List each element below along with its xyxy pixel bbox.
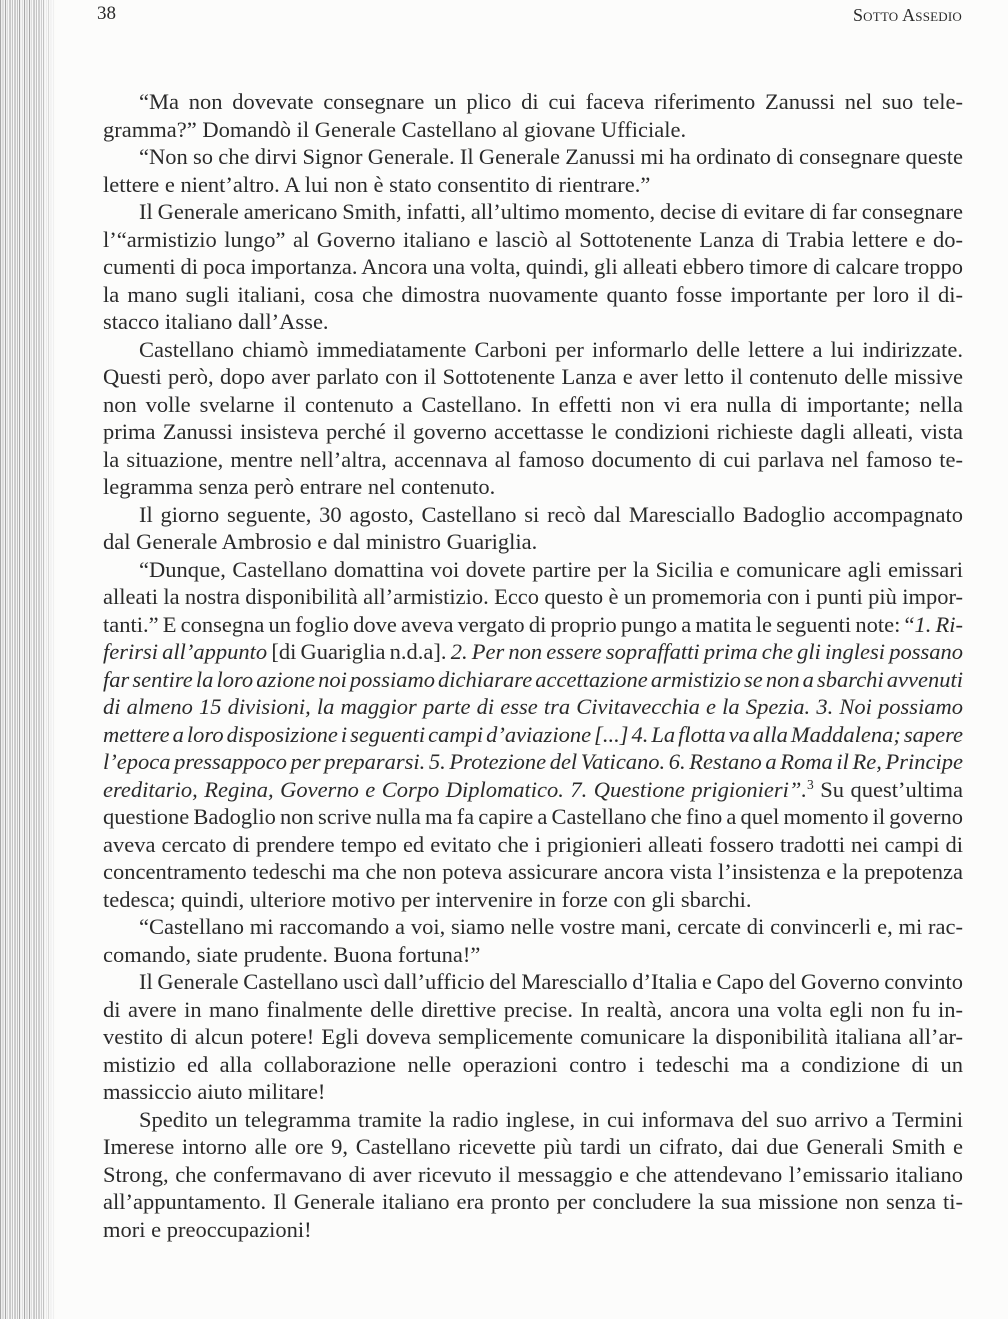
text-line <box>103 1161 963 1189</box>
text-segment: [di Guariglia n.d.a]. <box>267 639 451 664</box>
text-segment: Questi però, dopo aver parlato con il Sottotenente Lanza e aver letto il contenuto delle missive <box>103 364 963 389</box>
body-text <box>103 88 963 1243</box>
text-line <box>103 858 963 886</box>
text-line <box>103 803 963 831</box>
text-segment: mistizio ed alla collaborazione nelle operazioni contro i tedeschi ma a condizione di un <box>103 1051 963 1077</box>
italic-text: ferirsi all’appunto <box>103 639 268 664</box>
text-line <box>103 336 963 364</box>
text-segment: la situazione, mentre nell’altra, accennava al famoso documento di cui parlava nel famoso te- <box>103 446 963 472</box>
text-segment: “Dunque, Castellano domattina voi dovete partire per la Sicilia e comunicare agli emissari <box>139 556 963 582</box>
text-segment: comando, siate prudente. Buona fortuna!” <box>103 941 481 967</box>
text-line <box>103 1188 963 1216</box>
text-segment: massiccio aiuto militare! <box>103 1079 326 1104</box>
page-number: 38 <box>97 3 116 24</box>
text-line <box>103 556 963 584</box>
paragraph <box>103 1106 963 1244</box>
text-segment: alleati la nostra disponibilità all’armistizio. Ecco questo è un promemoria con i punti più impor- <box>103 584 963 609</box>
text-line <box>103 968 963 996</box>
text-line <box>103 308 963 336</box>
text-line <box>103 116 963 144</box>
italic-text: ereditario, Regina, Governo e Corpo Diplomatico. 7. Questione prigionieri”. <box>103 776 808 802</box>
text-line <box>103 748 963 776</box>
text-line <box>103 391 963 419</box>
text-segment: tedesca; quindi, ulteriore motivo per intervenire in forze con gli sbarchi. <box>103 886 752 912</box>
text-line <box>103 501 963 529</box>
text-segment: vestito di alcun potere! Egli doveva semplicemente comunicare la disponibilità italiana all’ar- <box>103 1024 963 1049</box>
italic-text: l’epoca pressappoco per prepararsi. 5. Protezione del Vaticano. 6. Restano a Roma il Re, Principe <box>103 749 963 774</box>
text-line <box>103 418 963 446</box>
text-line <box>103 198 963 226</box>
text-line <box>103 1133 963 1161</box>
text-line <box>103 666 963 694</box>
text-segment: Il giorno seguente, 30 agosto, Castellano si recò dal Maresciallo Badoglio accompagnato <box>139 501 963 527</box>
text-segment: tanti.” E consegna un foglio dove aveva vergato di proprio pungo a matita le seguenti note: “ <box>103 611 915 637</box>
text-segment: “Non so che dirvi Signor Generale. Il Generale Zanussi mi ha ordinato di consegnare queste <box>139 144 963 169</box>
text-line <box>103 226 963 254</box>
text-line <box>103 253 963 281</box>
text-segment: Il Generale Castellano uscì dall’ufficio del Maresciallo d’Italia e Capo del Governo convinto <box>139 969 963 994</box>
text-segment: Spedito un telegramma tramite la radio inglese, in cui informava del suo arrivo a Termini <box>139 1106 963 1132</box>
text-line <box>103 1051 963 1079</box>
italic-text: 2. Per non essere sopraffatti prima che gli inglesi possano <box>450 639 963 664</box>
text-segment: stacco italiano dall’Asse. <box>103 309 329 334</box>
text-line <box>103 1106 963 1134</box>
text-segment: lettere e nient’altro. A lui non è stato consentito di rientrare.” <box>103 171 651 197</box>
text-line <box>103 721 963 749</box>
paragraph <box>103 198 963 336</box>
text-line <box>103 363 963 391</box>
text-line <box>103 693 963 721</box>
italic-text: 1. Ri- <box>914 611 963 637</box>
text-line <box>103 941 963 969</box>
text-line <box>103 473 963 501</box>
binding-gutter <box>0 0 56 1319</box>
text-segment: di avere in mano finalmente delle direttive precise. In realtà, ancora una volta egli non fu in- <box>103 996 963 1022</box>
text-line <box>103 831 963 859</box>
text-line <box>103 1216 963 1244</box>
text-segment: Castellano chiamò immediatamente Carboni per informarlo delle lettere a lui indirizzate. <box>139 336 963 362</box>
text-segment: aveva cercato di prendere tempo ed evitato che i prigionieri alleati fossero tradotti nei campi di <box>103 831 963 857</box>
text-line <box>103 143 963 171</box>
text-line <box>103 171 963 199</box>
text-line <box>103 886 963 914</box>
text-line <box>103 281 963 309</box>
text-line <box>103 1023 963 1051</box>
text-line <box>103 446 963 474</box>
text-line <box>103 638 963 666</box>
text-line <box>103 776 963 804</box>
text-segment: “Ma non dovevate consegnare un plico di cui faceva riferimento Zanussi nel suo tele- <box>139 89 963 114</box>
italic-text: far sentire la loro azione noi possiamo dichiarare accettazione armistizio se non a sbarchi avvenuti <box>103 666 963 692</box>
paragraph <box>103 556 963 914</box>
text-line <box>103 1078 963 1106</box>
text-segment: dal Generale Ambrosio e dal ministro Guariglia. <box>103 529 538 554</box>
text-segment: gramma?” Domandò il Generale Castellano al giovane Ufficiale. <box>103 116 687 142</box>
italic-text: mettere a loro disposizione i seguenti campi d’aviazione [...] 4. La flotta va alla Maddalena; sapere <box>103 721 963 747</box>
italic-text: di almeno 15 divisioni, la maggior parte di esse tra Civitavecchia e la Spezia. 3. Noi possiamo <box>103 694 963 719</box>
paragraph <box>103 913 963 968</box>
paragraph <box>103 336 963 501</box>
text-segment: la mano sugli italiani, cosa che dimostra nuovamente quanto fosse importante per loro il di- <box>103 281 963 307</box>
text-segment: questione Badoglio non scrive nulla ma fa capire a Castellano che fino a quel momento il governo <box>103 804 963 829</box>
text-segment: l’“armistizio lungo” al Governo italiano e lasciò al Sottotenente Lanza di Trabia lettere e do- <box>103 226 963 252</box>
text-segment: cumenti di poca importanza. Ancora una volta, quindi, gli alleati ebbero timore di calcare troppo <box>103 254 963 279</box>
text-segment: concentramento tedeschi ma che non poteva assicurare ancora vista l’insistenza e la prepotenza <box>103 859 963 884</box>
text-line <box>103 996 963 1024</box>
paragraph <box>103 501 963 556</box>
text-line <box>103 88 963 116</box>
text-segment: non volle svelarne il contenuto a Castellano. In effetti non vi era nulla di importante; nella <box>103 391 963 417</box>
text-segment: Il Generale americano Smith, infatti, all’ultimo momento, decise di evitare di far consegnare <box>139 199 963 224</box>
paragraph <box>103 88 963 143</box>
text-line <box>103 528 963 556</box>
text-segment: Su quest’ultima <box>813 776 963 802</box>
text-segment: legramma senza però entrare nel contenuto. <box>103 474 496 499</box>
text-segment: mori e preoccupazioni! <box>103 1216 312 1242</box>
text-segment: “Castellano mi raccomando a voi, siamo nelle vostre mani, cercate di convincerli e, mi rac- <box>139 914 963 939</box>
paragraph <box>103 143 963 198</box>
text-line <box>103 611 963 639</box>
running-title: Sotto Assedio <box>852 5 962 25</box>
paragraph <box>103 968 963 1106</box>
text-segment: all’appuntamento. Il Generale italiano era pronto per concludere la sua missione non senza ti- <box>103 1189 963 1214</box>
footnote-ref: 3 <box>807 777 814 793</box>
running-header <box>0 0 1008 30</box>
text-segment: Strong, che confermavano di aver ricevuto il messaggio e che attendevano l’emissario italiano <box>103 1161 963 1187</box>
text-segment: prima Zanussi insisteva perché il governo accettasse le condizioni richieste dagli alleati, vista <box>103 419 963 444</box>
text-segment: Imerese intorno alle ore 9, Castellano ricevette più tardi un cifrato, dai due Generali Smith e <box>103 1134 963 1159</box>
text-line <box>103 913 963 941</box>
text-line <box>103 583 963 611</box>
